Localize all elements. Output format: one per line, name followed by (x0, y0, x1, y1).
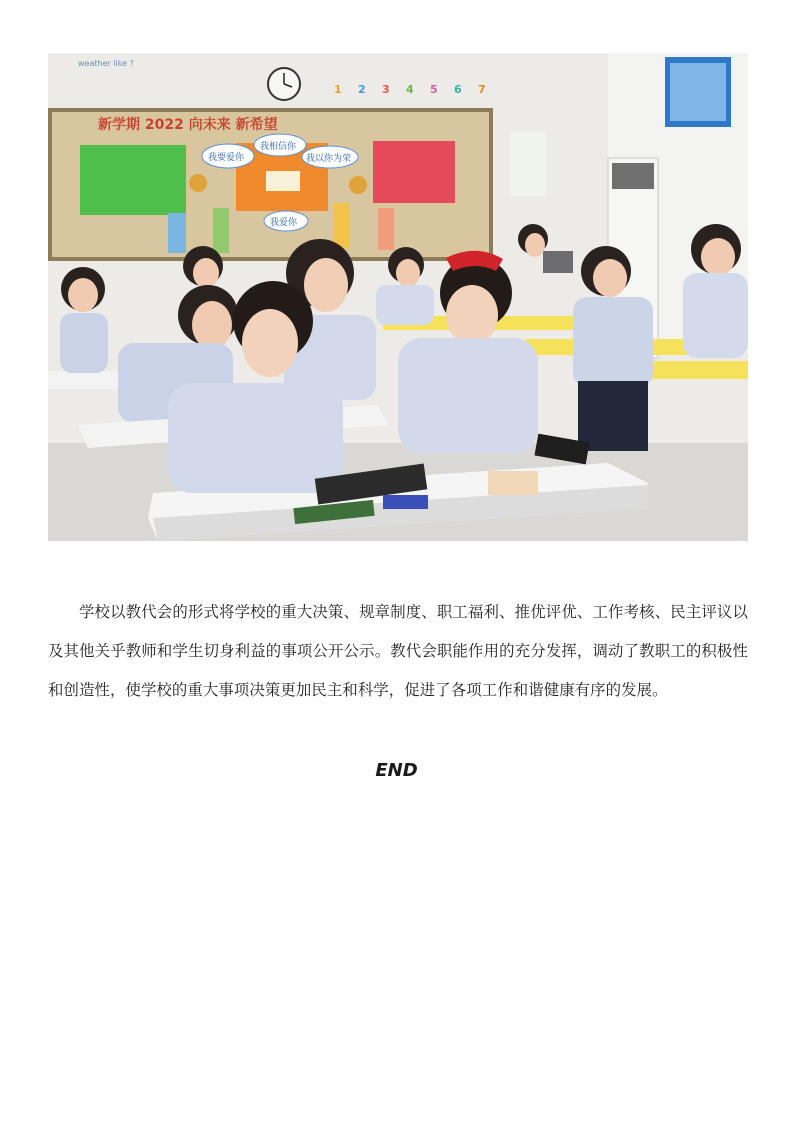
svg-text:我要爱你: 我要爱你 (208, 153, 245, 163)
svg-text:7: 7 (478, 83, 486, 96)
svg-text:我爱你: 我爱你 (270, 218, 298, 228)
svg-text:3: 3 (382, 83, 390, 96)
svg-text:2: 2 (358, 83, 366, 96)
svg-text:我以你为荣: 我以你为荣 (306, 154, 352, 164)
teacher-figure (60, 267, 108, 373)
teacher-figure (683, 224, 748, 358)
clock-icon (268, 68, 300, 100)
article-paragraph: 学校以教代会的形式将学校的重大决策、规章制度、职工福利、推优评优、工作考核、民主评议以及其他关乎教师和学生切身利益的事项公开公示。教代会职能作用的充分发挥，调动了教职工的积极性和创造性，使学校的重大事项决策更加民主和科学，促进了各项工作和谐健康有序的发展。 (48, 603, 748, 699)
svg-text:6: 6 (454, 83, 462, 96)
meeting-photo (48, 53, 748, 541)
svg-text:5: 5 (430, 83, 438, 96)
wall-weather-text: weather like ? (78, 59, 134, 68)
end-mark: END (375, 760, 418, 781)
bulletin-board (48, 108, 493, 261)
svg-text:我相信你: 我相信你 (260, 142, 297, 152)
svg-text:4: 4 (406, 83, 414, 96)
svg-text:1: 1 (334, 83, 342, 96)
board-title: 新学期 2022 向未来 新希望 (98, 117, 278, 133)
